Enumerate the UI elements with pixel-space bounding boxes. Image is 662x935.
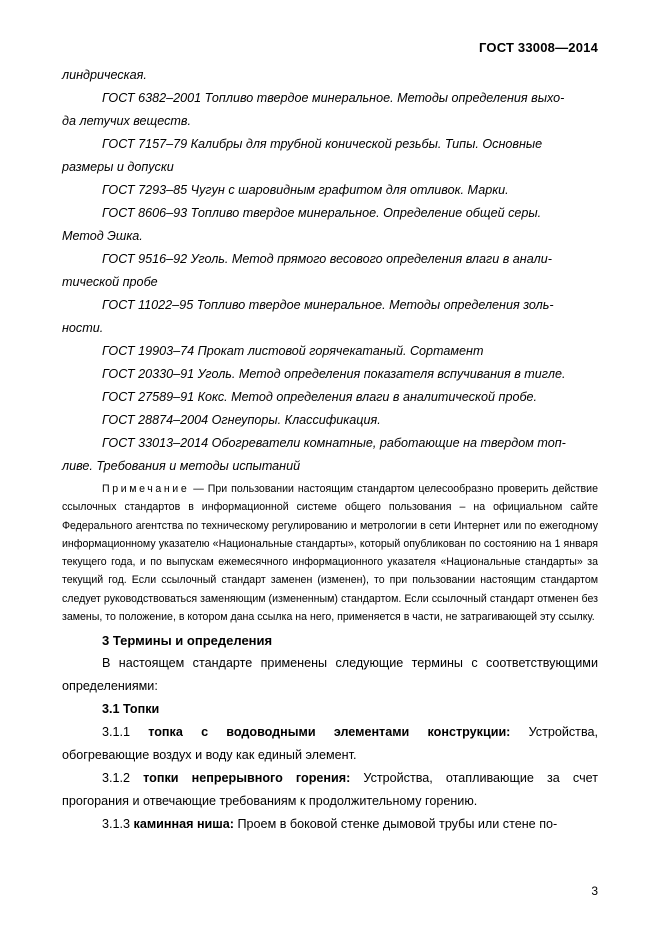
term-def: Проем в боковой стенке дымовой трубы или стене по- [234, 817, 558, 832]
reference-item: ГОСТ 11022–95 Топливо твердое минеральное. Методы определения золь- [102, 298, 554, 312]
reference-item-continuation: Метод Эшка. [62, 229, 143, 243]
reference-item: ГОСТ 27589–91 Кокс. Метод определения влаги в аналитической пробе. [102, 390, 538, 404]
standard-header: ГОСТ 33008—2014 [479, 40, 598, 55]
reference-item-continuation: ливе. Требования и методы испытаний [62, 459, 301, 473]
subsection-heading: 3.1 Топки [102, 702, 160, 717]
reference-item-continuation: да летучих веществ. [62, 114, 191, 128]
term-def: Устройства, отапливающие за счет прогорания и отвечающие требованиям к продолжительному горению. [62, 771, 598, 809]
term-definition [62, 767, 598, 813]
term-def: Устройства, обогревающие воздух и воду как единый элемент. [62, 725, 598, 763]
reference-item-continuation: размеры и допуски [62, 160, 174, 174]
page-content [62, 64, 598, 836]
note-paragraph [62, 480, 598, 626]
term-number: 3.1.2 [102, 771, 144, 786]
reference-item: ГОСТ 33013–2014 Обогреватели комнатные, работающие на твердом топ- [102, 436, 566, 450]
term-definition [62, 813, 598, 836]
reference-item-continuation: ности. [62, 321, 104, 335]
term-number: 3.1.3 [102, 817, 134, 832]
term-name: топки непрерывного горения: [143, 771, 351, 786]
reference-item: ГОСТ 7157–79 Калибры для трубной конической резьбы. Типы. Основные [102, 137, 543, 151]
reference-item: ГОСТ 7293–85 Чугун с шаровидным графитом для отливок. Марки. [102, 183, 509, 197]
reference-item: ГОСТ 20330–91 Уголь. Метод определения показателя вспучивания в тигле. [102, 367, 566, 381]
reference-item-continuation: тической пробе [62, 275, 158, 289]
note-text: — При пользовании настоящим стандартом целесообразно проверить действие ссылочных стандартов в информационной системе общего пользования – на официальном сайте Федерального агентства по техническому регулированию и метрологии в сети Интернет или по ежегодному информационному указателю «Национальные стандарты», который опубликован по состоянию на 1 января текущего года, и по выпускам ежемесячного информационного указателя «Национальные стандарты» за текущий год. Если ссылочный стандарт заменен (изменен), то при пользовании настоящим стандартом следует руководствоваться заменяющим (измененным) стандартом. Если ссылочный стандарт отменен без замены, то положение, в котором дана ссылка на него, применяется в части, не затрагивающей эту ссылку. [62, 483, 598, 624]
note-label: Примечание [102, 483, 190, 495]
term-number: 3.1.1 [102, 725, 149, 740]
reference-item [62, 87, 598, 110]
term-definition [62, 721, 598, 767]
reference-item: ГОСТ 28874–2004 Огнеупоры. Классификация. [102, 413, 381, 427]
term-name: топка с водоводными элементами конструкции: [148, 725, 511, 740]
page-number: 3 [591, 884, 598, 898]
reference-item: ГОСТ 8606–93 Топливо твердое минеральное. Определение общей серы. [102, 206, 542, 220]
section-intro: В настоящем стандарте применены следующие термины с соответствующими определениями: [62, 656, 598, 694]
reference-text: ГОСТ 6382–2001 Топливо твердое минеральное. Методы определения выхо- [102, 91, 565, 105]
section-heading: 3 Термины и определения [102, 633, 273, 649]
reference-item: ГОСТ 9516–92 Уголь. Метод прямого весового определения влаги в анали- [102, 252, 552, 266]
term-name: каминная ниша: [133, 817, 234, 832]
reference-item: ГОСТ 19903–74 Прокат листовой горячекатаный. Сортамент [102, 344, 484, 358]
reference-item: линдрическая. [62, 68, 147, 82]
normative-references [62, 64, 598, 478]
